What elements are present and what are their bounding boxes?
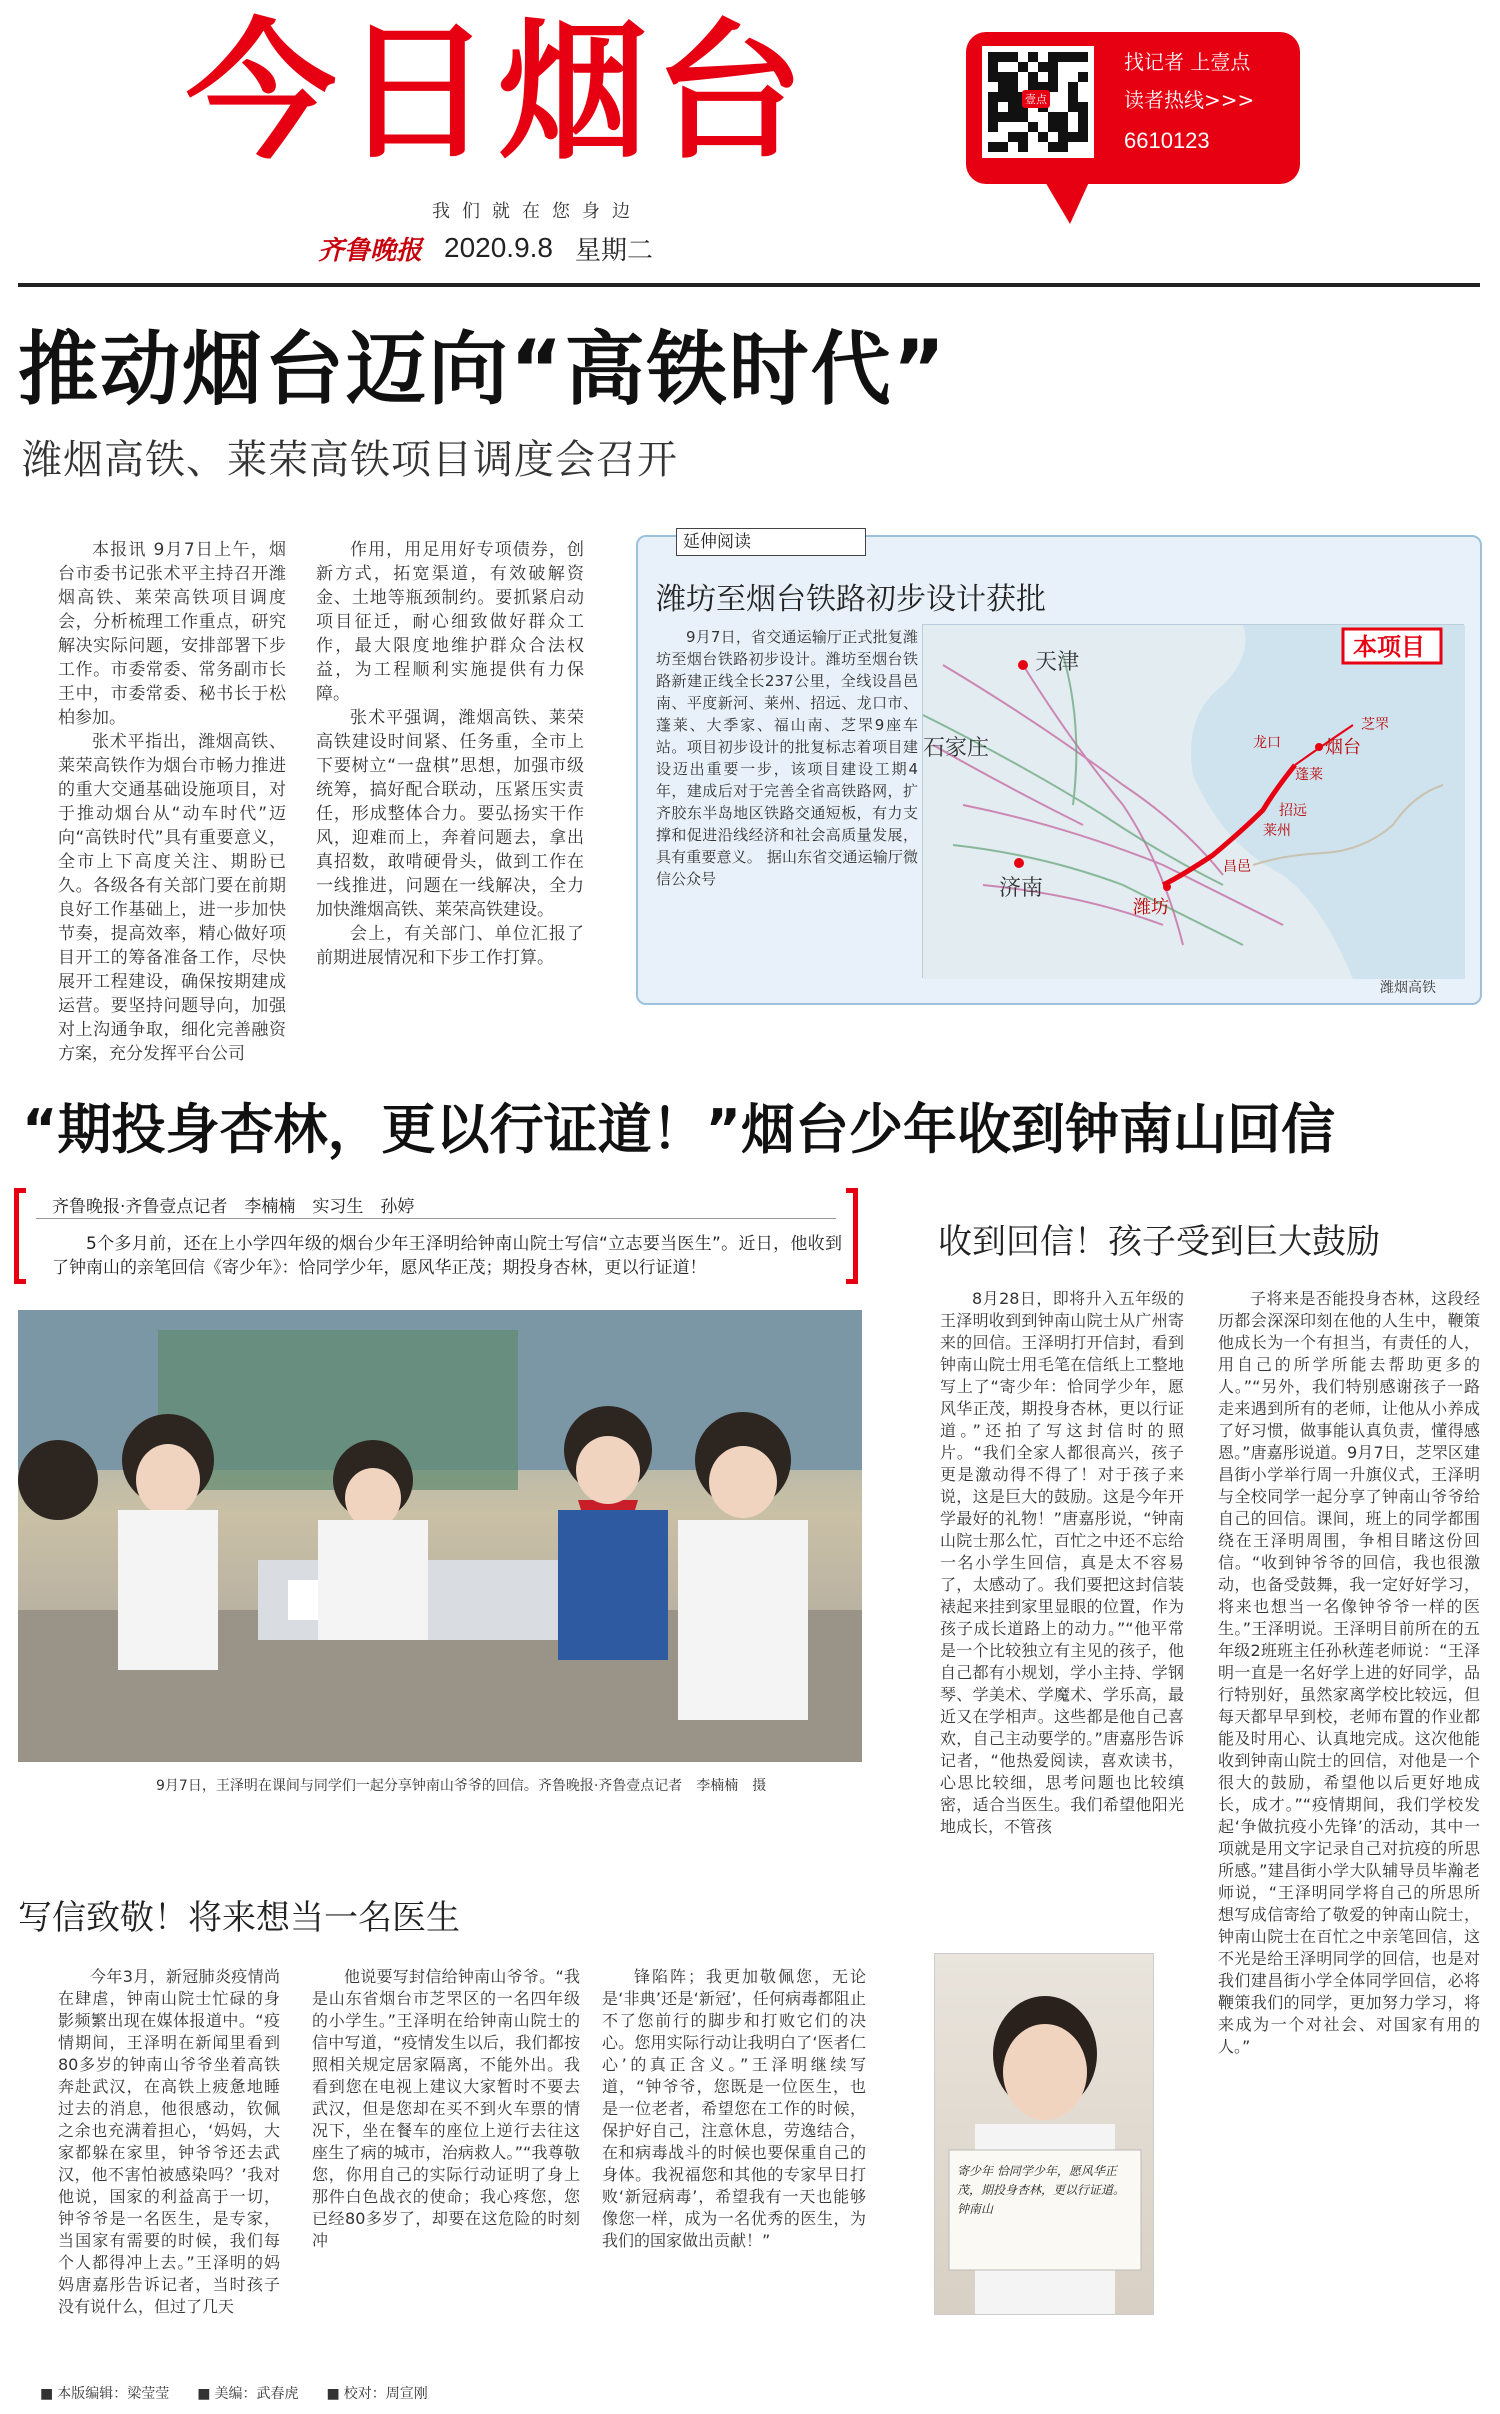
photo-caption: 9月7日，王泽明在课间与同学们一起分享钟南山爷爷的回信。齐鲁晚报·齐鲁壹点记者 李楠楠 摄 xyxy=(156,1778,767,1794)
byline-bracket-right xyxy=(846,1188,858,1284)
story2-subhead-right: 收到回信！孩子受到巨大鼓励 xyxy=(938,1222,1380,1262)
footer-credits xyxy=(40,2383,428,2403)
masthead-title: 今日烟台 xyxy=(186,6,811,180)
map-badge: 本项目 xyxy=(1353,633,1425,661)
story2-subhead-left: 写信致敬！将来想当一名医生 xyxy=(18,1898,460,1938)
map-label-penglai: 蓬莱 xyxy=(1295,767,1323,783)
story1-col1 xyxy=(58,538,286,1066)
railway-map-svg xyxy=(923,625,1465,979)
issue-weekday: 星期二 xyxy=(575,235,654,266)
map-label-tianjin: 天津 xyxy=(1035,650,1080,675)
story1-headline: 推动烟台迈向“高铁时代” xyxy=(18,323,948,416)
map-label-zhaoyuan: 招远 xyxy=(1279,803,1307,819)
story2-left-col1 xyxy=(58,1966,280,2318)
story2-right-para1: 8月28日，即将升入五年级的王泽明收到到钟南山院士从广州寄来的回信。王泽明打开信封，看到钟南山院士用毛笔在信纸上工整地写上了“寄少年：恰同学少年，愿风华正茂，期投身杏林，更以行证道。”还拍了写这封信时的照片。“我们全家人都很高兴，孩子更是激动得不得了！对于孩子来说，这是巨大的鼓励。这是今年开学最好的礼物！”唐嘉彤说，“钟南山院士那么忙，百忙之中还不忘给一名小学生回信，真是太不容易了，太感动了。我们要把这封信装裱起来挂到家里显眼的位置，作为孩子成长道路上的动力。”“他平常是一个比较独立有主见的孩子，他自己都有小规划，学小主持、学钢琴、学美术、学魔术、学乐高，最近又在学相声。这些都是他自己喜欢，自己主动要学的。”唐嘉彤告诉记者，“他热爱阅读，喜欢读书，心思比较细，思考问题也比较缜密，适合当医生。我们希望他阳光地成长，不管孩 xyxy=(940,1289,1184,1836)
extended-reading-body xyxy=(656,626,918,890)
issue-info xyxy=(318,228,653,268)
map-label-weifang: 潍坊 xyxy=(1133,897,1169,918)
story1-para2: 张术平指出，潍烟高铁、莱荣高铁作为烟台市畅力推进的重大交通基础设施项目，对于推动烟台从“动车时代”迈向“高铁时代”具有重要意义，全市上下高度关注、期盼已久。各级各有关部门要在前期良好工作基础上，进一步加快节奏，提高效率，精心做好项目开工的筹备准备工作，尽快展开工程建设，确保按期建成运营。要坚持问题导向，加强对上沟通争取，细化完善融资方案，充分发挥平台公司 xyxy=(58,732,286,1064)
hotline-tail xyxy=(1044,180,1090,224)
story2-byline: 齐鲁晚报·齐鲁壹点记者 李楠楠 实习生 孙婷 xyxy=(52,1197,415,1217)
map-label-jinan: 济南 xyxy=(999,876,1044,901)
masthead-rule xyxy=(18,283,1480,287)
masthead-slogan: 我们就在您身边 xyxy=(432,201,642,222)
qr-code-icon[interactable] xyxy=(982,46,1094,158)
map-label-longkou: 龙口 xyxy=(1253,735,1281,751)
story2-right-para2: 子将来是否能投身杏林，这段经历都会深深印刻在他的人生中，鞭策他成长为一个有担当，有责任的人，用自己的所学所能去帮助更多的人。”“另外，我们特别感谢孩子一路走来遇到所有的老师，让他从小养成了好习惯，做事能认真负责，懂得感恩。”唐嘉彤说道。9月7日，芝罘区建昌街小学举行周一升旗仪式，王泽明与全校同学一起分享了钟南山爷爷给自己的回信。课间，班上的同学都围绕在王泽明周围，争相目睹这份回信。“收到钟爷爷的回信，我也很激动，也备受鼓舞，我一定好好学习，将来也想当一名像钟爷爷一样的医生。”王泽明说。王泽明目前所在的五年级2班班主任孙秋莲老师说：“王泽明一直是一名好学上进的好同学，品行特别好，虽然家离学校比较远，但每天都早早到校，老师布置的作业都能及时用心、认真地完成。这次他能收到钟南山院士的回信，对他是一个很大的鼓励，希望他以后更好地成长，成才。”“疫情期间，我们学校发起‘争做抗疫小先锋’的活动，其中一项就是用文字记录自己对抗疫的所思所感。”建昌街小学大队辅导员毕瀚老师说，“王泽明同学将自己的所思所想写成信寄给了敬爱的钟南山院士，钟南山院士在百忙之中亲笔回信，这不光是给王泽明同学的回信，也是对我们建昌街小学全体同学回信，必将鞭策我们的同学，更加努力学习，将来成为一个对社会、对国家有用的人。” xyxy=(1218,1289,1480,2056)
story2-lede-text: 5个多月前，还在上小学四年级的烟台少年王泽明给钟南山院士写信“立志要当医生”。近日，他收到了钟南山的亲笔回信《寄少年》：恰同学少年，愿风华正茂；期投身杏林，更以行证道！ xyxy=(52,1234,842,1278)
reporter-label: 找记者 上壹点 xyxy=(1124,50,1251,74)
map-label-zhifu: 芝罘 xyxy=(1361,717,1389,733)
story1-para5: 会上，有关部门、单位汇报了前期进展情况和下步工作打算。 xyxy=(316,924,584,968)
story1-para3: 作用，用足用好专项债券，创新方式，拓宽渠道，有效破解资金、土地等瓶颈制约。要抓紧启动项目征迁，耐心细致做好群众工作，最大限度地维护群众合法权益，为工程顺利实施提供有力保障。 xyxy=(316,540,584,704)
map-label-yantai: 烟台 xyxy=(1325,737,1361,758)
classroom-photo-svg xyxy=(18,1310,862,1762)
map-label-laizhou: 莱州 xyxy=(1263,823,1291,839)
hotline-label: 读者热线>>> xyxy=(1124,88,1255,112)
story2-left-para1: 今年3月，新冠肺炎疫情尚在肆虐，钟南山院士忙碌的身影频繁出现在媒体报道中。“疫情期间，王泽明在新闻里看到80多岁的钟南山爷爷坐着高铁奔赴武汉，在高铁上疲惫地睡过去的消息，他很感动，钦佩之余也充满着担心，‘妈妈，大家都躲在家里，钟爷爷还去武汉，他不害怕被感染吗？’我对他说，国家的利益高于一切，钟爷爷是一名医生，是专家，当国家有需要的时候，我们每个人都得冲上去。”王泽明的妈妈唐嘉彤告诉记者，当时孩子没有说什么，但过了几天 xyxy=(58,1967,280,2316)
map-label-changyi: 昌邑 xyxy=(1223,859,1251,875)
story2-right-col1 xyxy=(940,1288,1184,1838)
story2-left-col2 xyxy=(312,1966,580,2252)
story2-lede xyxy=(52,1232,842,1280)
railway-map xyxy=(922,624,1464,978)
brand-logo: 齐鲁晚报 xyxy=(318,235,423,266)
hotline-box xyxy=(966,32,1300,184)
story1-para1: 本报讯 9月7日上午，烟台市委书记张术平主持召开潍烟高铁、莱荣高铁项目调度会，分析梳理工作重点，研究解决实际问题，安排部署下步工作。市委常委、常务副市长王中，市委常委、秘书长于松柏参加。 xyxy=(58,540,286,728)
footer-art: ■ 美编：武春虎 xyxy=(197,2383,298,2403)
byline-bracket-left xyxy=(14,1188,26,1284)
story1-subhead: 潍烟高铁、莱荣高铁项目调度会召开 xyxy=(22,437,678,483)
story2-headline: “期投身杏林，更以行证道！”烟台少年收到钟南山回信 xyxy=(22,1098,1335,1161)
story1-para4: 张术平强调，潍烟高铁、莱荣高铁建设时间紧、任务重，全市上下要树立“一盘棋”思想，加强市级统筹，搞好配合联动，压紧压实责任，形成整体合力。要弘扬实干作风，迎难而上，奔着问题去，拿出真招数，敢啃硬骨头，做到工作在一线推进，问题在一线解决，全力加快潍烟高铁、莱荣高铁建设。 xyxy=(316,708,584,920)
story1-col2 xyxy=(316,538,584,970)
extended-reading-title: 潍坊至烟台铁路初步设计获批 xyxy=(656,582,1046,617)
classroom-photo xyxy=(18,1310,862,1762)
letter-text: 寄少年 恰同学少年，愿风华正茂，期投身杏林，更以行证道。钟南山 xyxy=(957,2164,1126,2216)
student-portrait-svg xyxy=(935,1954,1155,2316)
extended-reading-tag: 延伸阅读 xyxy=(676,528,866,556)
hotline-number: 6610123 xyxy=(1124,128,1210,153)
map-label-shijiazhuang: 石家庄 xyxy=(923,736,990,761)
map-caption: 潍烟高铁 xyxy=(1380,980,1436,996)
byline-rule xyxy=(36,1218,836,1219)
extended-reading-text: 9月7日，省交通运输厅正式批复潍坊至烟台铁路初步设计。潍坊至烟台铁路新建正线全长237公里，全线设昌邑南、平度新河、莱州、招远、龙口市、蓬莱、大季家、福山南、芝罘9座车站。项目初步设计的批复标志着项目建设迈出重要一步，该项目建设工期4年，建成后对于完善全省高铁路网，扩齐胶东半岛地区铁路交通短板，有力支撑和促进沿线经济和社会高质量发展，具有重要意义。 据山东省交通运输厅微信公众号 xyxy=(656,628,918,888)
qr-badge: 壹点 xyxy=(1022,90,1050,108)
story2-left-col3 xyxy=(602,1966,866,2252)
issue-date: 2020.9.8 xyxy=(444,232,554,263)
story2-left-para2: 他说要写封信给钟南山爷爷。“我是山东省烟台市芝罘区的一名四年级的小学生。”王泽明在给钟南山院士的信中写道，“疫情发生以后，我们都按照相关规定居家隔离，不能外出。我看到您在电视上建议大家暂时不要去武汉，但是您却在买不到火车票的情况下，坐在餐车的座位上逆行去往这座生了病的城市，治病救人。”“我尊敬您，你用自己的实际行动证明了身上那件白色战衣的使命；我心疼您，您已经80多岁了，却要在这危险的时刻冲 xyxy=(312,1967,580,2250)
story2-right-col2 xyxy=(1218,1288,1480,2058)
footer-editor: ■ 本版编辑：梁莹莹 xyxy=(40,2383,169,2403)
student-portrait xyxy=(934,1953,1154,2315)
footer-proof: ■ 校对：周宣刚 xyxy=(326,2383,427,2403)
story2-left-para3: 锋陷阵；我更加敬佩您，无论是‘非典’还是‘新冠’，任何病毒都阻止不了您前行的脚步和打败它们的决心。您用实际行动让我明白了‘医者仁心’的真正含义。”王泽明继续写道，“钟爷爷，您既是一位医生，也是一位老者，希望您在工作的时候，保护好自己，注意休息，劳逸结合，在和病毒战斗的时候也要保重自己的身体。我祝福您和其他的专家早日打败‘新冠病毒’，希望我有一天也能够像您一样，成为一名优秀的医生，为我们的国家做出贡献！” xyxy=(602,1967,866,2250)
